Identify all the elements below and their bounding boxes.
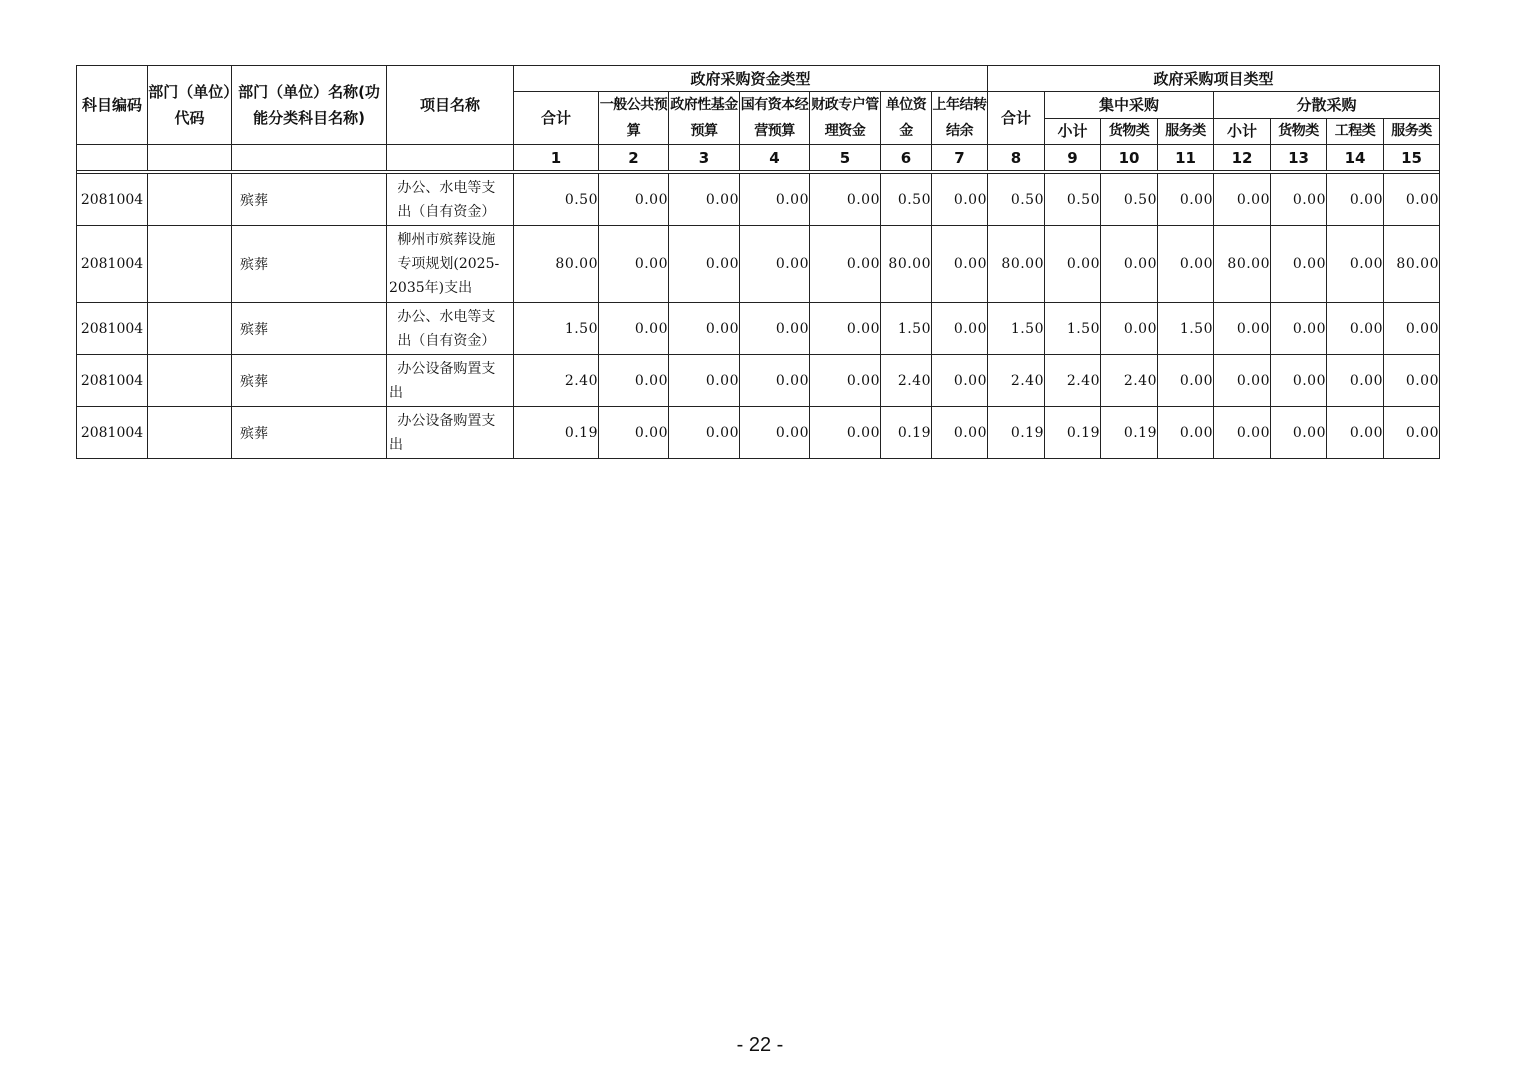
value-cell: 0.00 (810, 407, 881, 459)
value-cell: 0.00 (932, 226, 988, 303)
value-cell: 0.00 (1327, 174, 1384, 226)
project-name-line: 出 (389, 436, 403, 453)
value-cell: 0.00 (1327, 303, 1384, 355)
value-cell: 0.00 (669, 174, 740, 226)
value-cell: 0.00 (669, 355, 740, 407)
value-cell: 0.00 (1101, 303, 1158, 355)
value-cell: 0.00 (932, 174, 988, 226)
header-unit-fund: 单位资金 (881, 92, 932, 145)
header-dept-name: 部门（单位）名称(功能分类科目名称) (232, 66, 387, 145)
dept-code-cell (148, 226, 232, 303)
value-cell: 0.00 (599, 174, 669, 226)
header-blank (232, 145, 387, 171)
dept-code-cell (148, 407, 232, 459)
dept-name-cell: 殡葬 (232, 226, 387, 303)
column-number: 1 (514, 145, 599, 171)
project-name-line: 出（自有资金） (397, 332, 496, 349)
header-decentralized: 分散采购 (1214, 92, 1440, 119)
value-cell: 2.40 (1045, 355, 1101, 407)
value-cell: 1.50 (881, 303, 932, 355)
column-number: 6 (881, 145, 932, 171)
value-cell: 2.40 (881, 355, 932, 407)
header-subject-code: 科目编码 (77, 66, 148, 145)
column-number: 14 (1327, 145, 1384, 171)
value-cell: 2.40 (988, 355, 1045, 407)
value-cell: 0.00 (599, 355, 669, 407)
value-cell: 0.00 (1101, 226, 1158, 303)
column-number: 13 (1271, 145, 1327, 171)
value-cell: 0.00 (810, 174, 881, 226)
value-cell: 0.00 (1384, 303, 1440, 355)
value-cell: 0.00 (740, 226, 810, 303)
project-name-cell (387, 303, 514, 355)
value-cell: 80.00 (1384, 226, 1440, 303)
column-number: 15 (1384, 145, 1440, 171)
header-d-services: 服务类 (1384, 118, 1440, 145)
dept-name-cell: 殡葬 (232, 174, 387, 226)
project-name-line: 2035年)支出 (389, 280, 473, 296)
header-blank (77, 145, 148, 171)
column-number: 11 (1158, 145, 1214, 171)
value-cell: 0.00 (1045, 226, 1101, 303)
project-name-line: 出（自有资金） (397, 203, 496, 220)
project-name-line: 办公、水电等支 (397, 179, 496, 196)
table-row (77, 407, 1440, 459)
header-d-engineering: 工程类 (1327, 118, 1384, 145)
value-cell: 0.19 (881, 407, 932, 459)
header-blank (387, 145, 514, 171)
project-name-cell (387, 226, 514, 303)
value-cell: 0.00 (1384, 407, 1440, 459)
dept-name-cell: 殡葬 (232, 303, 387, 355)
header-dept-code: 部门（单位）代码 (148, 66, 232, 145)
header-special-account: 财政专户管理资金 (810, 92, 881, 145)
value-cell: 2.40 (1101, 355, 1158, 407)
dept-name-cell: 殡葬 (232, 407, 387, 459)
value-cell: 0.00 (932, 407, 988, 459)
value-cell: 0.00 (740, 303, 810, 355)
value-cell: 0.00 (1214, 355, 1271, 407)
value-cell: 80.00 (1214, 226, 1271, 303)
value-cell: 0.00 (1158, 355, 1214, 407)
header-c-subtotal: 小计 (1045, 118, 1101, 145)
subject-code-cell: 2081004 (77, 355, 148, 407)
table-row (77, 355, 1440, 407)
value-cell: 0.00 (1271, 303, 1327, 355)
value-cell: 0.19 (514, 407, 599, 459)
header-centralized: 集中采购 (1045, 92, 1214, 119)
value-cell: 2.40 (514, 355, 599, 407)
table-row (77, 226, 1440, 303)
project-name-line: 办公设备购置支 (397, 360, 496, 377)
subject-code-cell: 2081004 (77, 303, 148, 355)
value-cell: 0.00 (810, 226, 881, 303)
value-cell: 0.50 (1045, 174, 1101, 226)
project-name-cell (387, 355, 514, 407)
value-cell: 80.00 (881, 226, 932, 303)
project-name-line: 办公设备购置支 (397, 412, 496, 429)
column-number: 2 (599, 145, 669, 171)
subject-code-cell: 2081004 (77, 174, 148, 226)
value-cell: 0.00 (599, 407, 669, 459)
table-row (77, 303, 1440, 355)
value-cell: 0.00 (1327, 355, 1384, 407)
value-cell: 0.19 (1045, 407, 1101, 459)
value-cell: 0.00 (1271, 407, 1327, 459)
value-cell: 0.00 (599, 303, 669, 355)
dept-code-cell (148, 355, 232, 407)
value-cell: 1.50 (988, 303, 1045, 355)
value-cell: 0.00 (1158, 407, 1214, 459)
value-cell: 0.50 (881, 174, 932, 226)
value-cell: 0.00 (1158, 174, 1214, 226)
value-cell: 1.50 (1158, 303, 1214, 355)
column-number: 12 (1214, 145, 1271, 171)
value-cell: 0.19 (988, 407, 1045, 459)
project-name-line: 柳州市殡葬设施 (397, 232, 496, 248)
header-fund-type-group: 政府采购资金类型 (514, 66, 988, 92)
value-cell: 0.00 (810, 355, 881, 407)
header-carryover: 上年结转结余 (932, 92, 988, 145)
value-cell: 0.00 (1214, 407, 1271, 459)
value-cell: 0.00 (740, 355, 810, 407)
column-number: 7 (932, 145, 988, 171)
value-cell: 0.00 (932, 303, 988, 355)
header-project-name: 项目名称 (387, 66, 514, 145)
page-number: - 22 - (736, 1034, 784, 1056)
value-cell: 1.50 (514, 303, 599, 355)
value-cell: 0.00 (1384, 174, 1440, 226)
value-cell: 0.00 (1214, 174, 1271, 226)
column-number: 4 (740, 145, 810, 171)
value-cell: 0.00 (669, 226, 740, 303)
value-cell: 0.00 (1158, 226, 1214, 303)
dept-code-cell (148, 303, 232, 355)
value-cell: 0.00 (1271, 355, 1327, 407)
column-number: 10 (1101, 145, 1158, 171)
value-cell: 0.00 (669, 407, 740, 459)
header-item-total: 合计 (988, 92, 1045, 145)
header-fund-total: 合计 (514, 92, 599, 145)
column-number: 9 (1045, 145, 1101, 171)
dept-name-cell: 殡葬 (232, 355, 387, 407)
column-number: 5 (810, 145, 881, 171)
value-cell: 0.00 (1327, 226, 1384, 303)
value-cell: 0.00 (740, 407, 810, 459)
table-row (77, 174, 1440, 226)
value-cell: 0.00 (740, 174, 810, 226)
value-cell: 0.00 (1271, 226, 1327, 303)
value-cell: 1.50 (1045, 303, 1101, 355)
header-d-goods: 货物类 (1271, 118, 1327, 145)
column-number: 3 (669, 145, 740, 171)
value-cell: 0.00 (1327, 407, 1384, 459)
header-item-type-group: 政府采购项目类型 (988, 66, 1440, 92)
value-cell: 0.00 (599, 226, 669, 303)
value-cell: 0.00 (1271, 174, 1327, 226)
subject-code-cell: 2081004 (77, 407, 148, 459)
value-cell: 0.00 (1214, 303, 1271, 355)
project-name-cell (387, 407, 514, 459)
header-general-budget: 一般公共预算 (599, 92, 669, 145)
header-gov-fund-budget: 政府性基金预算 (669, 92, 740, 145)
header-c-goods: 货物类 (1101, 118, 1158, 145)
column-number: 8 (988, 145, 1045, 171)
subject-code-cell: 2081004 (77, 226, 148, 303)
value-cell: 0.50 (1101, 174, 1158, 226)
project-name-line: 专项规划(2025- (397, 256, 500, 272)
header-blank (148, 145, 232, 171)
value-cell: 0.00 (932, 355, 988, 407)
value-cell: 0.19 (1101, 407, 1158, 459)
value-cell: 0.00 (1384, 355, 1440, 407)
header-d-subtotal: 小计 (1214, 118, 1271, 145)
value-cell: 0.00 (810, 303, 881, 355)
project-name-line: 办公、水电等支 (397, 308, 496, 325)
project-name-line: 出 (389, 384, 403, 401)
value-cell: 80.00 (514, 226, 599, 303)
value-cell: 80.00 (988, 226, 1045, 303)
value-cell: 0.50 (988, 174, 1045, 226)
header-state-capital-budget: 国有资本经营预算 (740, 92, 810, 145)
project-name-cell (387, 174, 514, 226)
value-cell: 0.50 (514, 174, 599, 226)
procurement-table (76, 65, 1440, 459)
dept-code-cell (148, 174, 232, 226)
header-c-services: 服务类 (1158, 118, 1214, 145)
value-cell: 0.00 (669, 303, 740, 355)
